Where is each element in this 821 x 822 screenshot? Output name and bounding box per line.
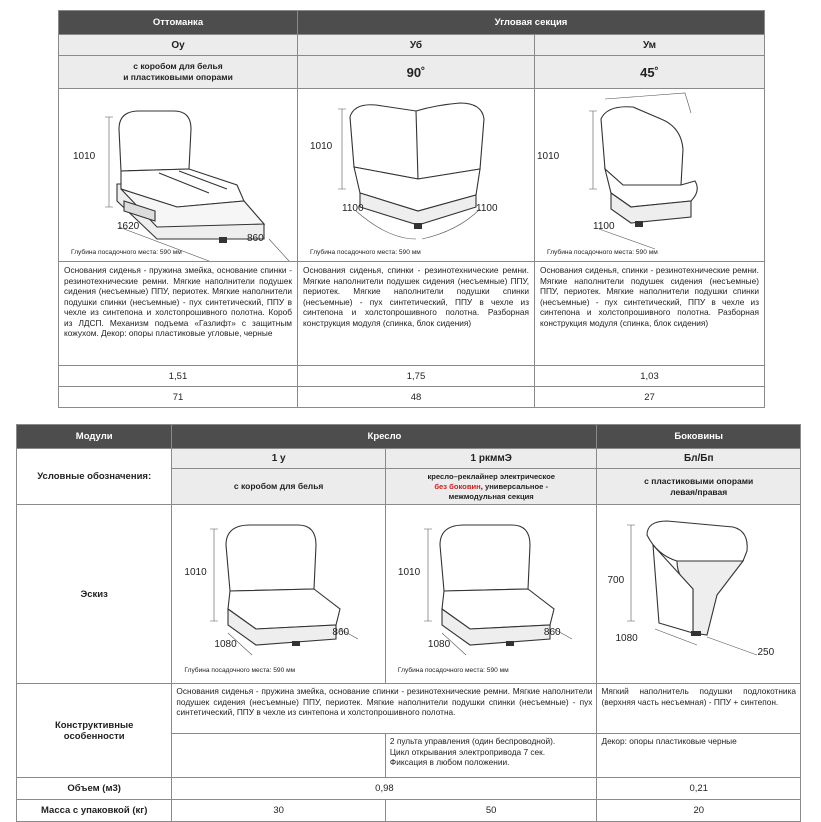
subtitle-sides: с пластиковыми опорами левая/правая: [597, 469, 801, 505]
dim-depth: 860: [332, 627, 350, 638]
volume-corner-90: 1,75: [298, 366, 535, 387]
label-symbols: Условные обозначения:: [17, 449, 172, 505]
code-corner-90: Уб: [298, 35, 535, 56]
corner-45-drawing: [535, 89, 764, 261]
header-sides: Боковины: [597, 425, 801, 449]
volume-sides: 0,21: [597, 778, 801, 800]
weight-corner-45: 27: [535, 387, 765, 408]
header-armchair: Кресло: [172, 425, 597, 449]
label-sketch: Эскиз: [17, 505, 172, 684]
weight-corner-90: 48: [298, 387, 535, 408]
sketch-1u: [172, 505, 386, 684]
weight-1rkmme: 50: [385, 800, 597, 822]
armchair-drawing: [172, 505, 384, 683]
volume-armchair: 0,98: [172, 778, 597, 800]
sketch-corner-45: [535, 89, 765, 262]
dim-left: 1100: [342, 203, 364, 214]
header-modules: Модули: [17, 425, 172, 449]
code-1rkmme: 1 ркммЭ: [385, 449, 597, 469]
desc-corner-45: Основания сиденья, спинки - резинотехнические ремни. Мягкие наполнители подушек сидения (несъемные) ППУ, периотек. Мягкие наполнители подушки спинки (несъемные) - пух синтетический, ППУ в чехле из синтепона и холстопрошивного полотна. Разборная конструкция модуля (спинка, блок сидения): [535, 262, 765, 366]
dim-width: 1100: [593, 221, 615, 232]
dim-depth: 860: [543, 627, 561, 638]
bottom-spec-table: [16, 424, 801, 822]
dim-height: 1010: [184, 567, 207, 578]
volume-ottoman: 1,51: [59, 366, 298, 387]
sketch-sides: [597, 505, 801, 684]
label-weight: Масса с упаковкой (кг): [17, 800, 172, 822]
angle-90: 90˚: [298, 56, 535, 89]
desc-sides-2: Декор: опоры пластиковые черные: [597, 734, 801, 778]
code-ottoman: Оу: [59, 35, 298, 56]
code-bl-bp: Бл/Бп: [597, 449, 801, 469]
dim-depth: 860: [247, 233, 264, 244]
volume-corner-45: 1,03: [535, 366, 765, 387]
dim-length: 1620: [117, 221, 140, 232]
dim-width: 1080: [427, 639, 451, 650]
top-spec-table: [58, 10, 765, 408]
seat-depth-note: Глубина посадочного места: 590 мм: [547, 249, 658, 256]
sketch-corner-90: [298, 89, 535, 262]
angle-45: 45˚: [535, 56, 765, 89]
dim-height: 1010: [310, 141, 333, 152]
seat-depth-note: Глубина посадочного места: 590 мм: [310, 249, 421, 256]
desc-armchair: Основания сиденья - пружина змейка, основание спинки - резинотехнические ремни. Мягкие наполнители подушек сидения (несъемные) ППУ, периотек. Мягкие наполнители подушки спинки (несъемные) - пух синтетический, ППУ в чехле из синтепона и холстопрошивного полотна.: [172, 684, 597, 734]
label-volume: Объем (м3): [17, 778, 172, 800]
dim-height: 1010: [397, 567, 421, 578]
sketch-1rkmme: [385, 505, 597, 684]
corner-90-drawing: [298, 89, 534, 261]
red-note: без боковин: [434, 481, 481, 491]
subtitle-1u: с коробом для белья: [172, 469, 386, 505]
desc-remote: 2 пульта управления (один беспроводной). Цикл открывания электропривода 7 сек. Фиксация в любом положении.: [385, 734, 597, 778]
dim-height: 1010: [73, 151, 96, 162]
weight-1u: 30: [172, 800, 386, 822]
subtitle-recliner: кресло–реклайнер электрическое без боковин, универсальное - межмодульная секция: [385, 469, 597, 505]
code-corner-45: Ум: [535, 35, 765, 56]
header-corner-section: Угловая секция: [298, 11, 765, 35]
desc-corner-90: Основания сиденья, спинки - резинотехнические ремни. Мягкие наполнители подушек сидения (несъемные) ППУ, периотек. Мягкие наполнители подушки спинки (несъемные) - пух синтетический, ППУ в чехле из синтепона и холстопрошивного полотна. Разборная конструкция модуля (спинка, блок сидения): [298, 262, 535, 366]
header-ottoman: Оттоманка: [59, 11, 298, 35]
label-design: Конструктивные особенности: [17, 684, 172, 778]
dim-width: 1080: [214, 639, 237, 650]
dim-width: 1080: [615, 633, 638, 644]
desc-ottoman: Основания сиденья - пружина змейка, основание спинки - резинотехнические ремни. Мягкие наполнители подушек сидения (несъемные) ППУ, периотек. Мягкие наполнители подушки спинки (несъемные) - пух синтетический, ППУ в чехле из синтепона и холстопрошивного полотна. Короб из ЛДСП. Механизм подъема «Газлифт» с защитным кожухом. Декор: опоры пластиковые угловые, черные: [59, 262, 298, 366]
ottoman-subtitle: с коробом для белья и пластиковыми опорами: [59, 56, 298, 89]
dim-height: 1010: [537, 151, 560, 162]
empty-cell: [172, 734, 386, 778]
seat-depth-note: Глубина посадочного места: 590 мм: [184, 667, 296, 674]
dim-right: 1100: [476, 203, 498, 214]
recliner-drawing: [386, 505, 596, 683]
sketch-ottoman: [59, 89, 298, 262]
desc-sides-1: Мягкий наполнитель подушки подлокотника (верхняя часть несъемная) - ППУ + синтепон.: [597, 684, 801, 734]
weight-sides: 20: [597, 800, 801, 822]
code-1u: 1 у: [172, 449, 386, 469]
weight-ottoman: 71: [59, 387, 298, 408]
dim-height: 700: [607, 575, 625, 586]
seat-depth-note: Глубина посадочного места: 590 мм: [71, 249, 182, 256]
dim-depth: 250: [757, 647, 775, 658]
seat-depth-note: Глубина посадочного места: 590 мм: [397, 667, 509, 674]
